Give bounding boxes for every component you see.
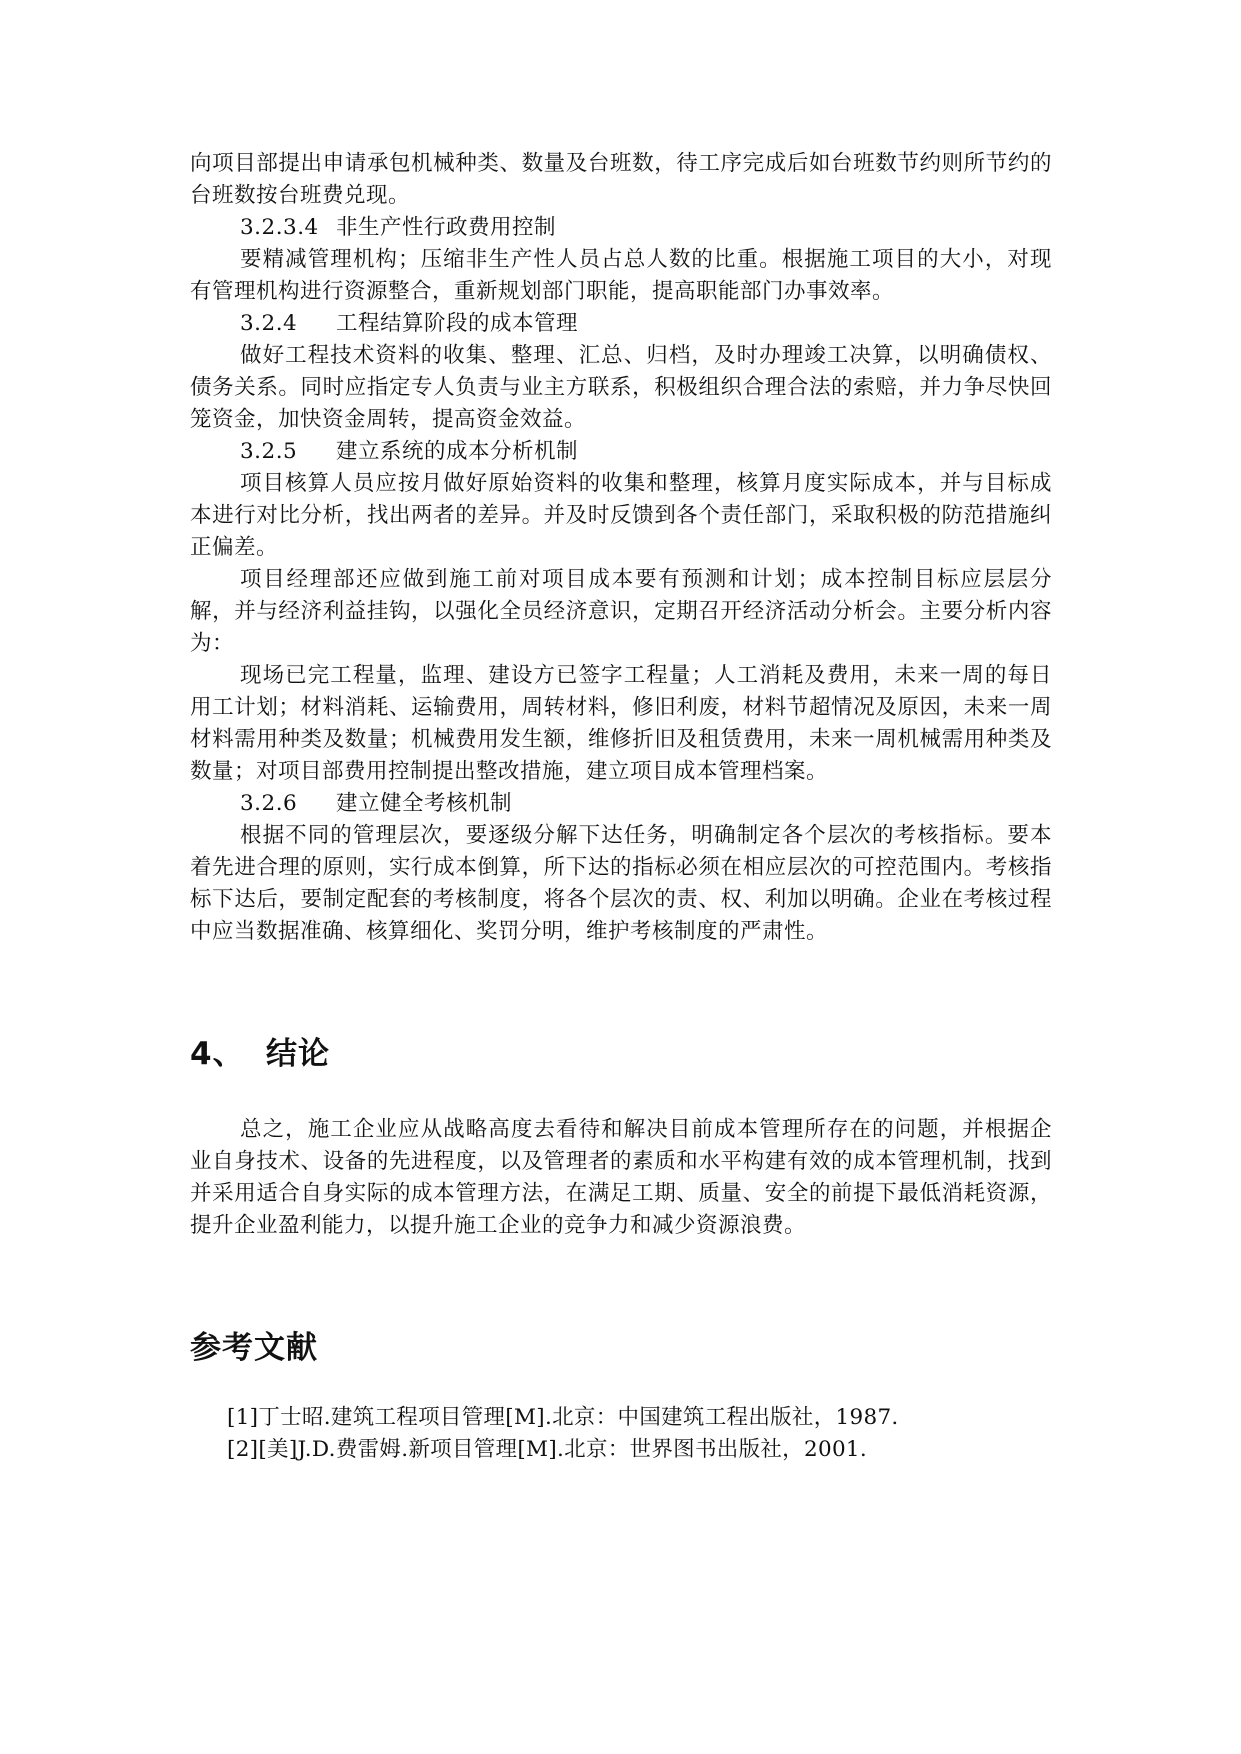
- section-heading-326: [190, 788, 1052, 820]
- references-heading: 参考文献: [190, 1330, 318, 1366]
- section-heading-325: [190, 436, 1052, 468]
- section-title: 建立系统的成本分析机制: [336, 439, 579, 464]
- reference-item-1: [1]丁士昭.建筑工程项目管理[M].北京：中国建筑工程出版社，1987.: [227, 1405, 899, 1430]
- section-number: 3.2.3.4: [240, 215, 319, 240]
- conclusion-heading: [190, 1034, 1052, 1074]
- paragraph-326: 根据不同的管理层次，要逐级分解下达任务，明确制定各个层次的考核指标。要本着先进合理的原则，实行成本倒算，所下达的指标必须在相应层次的可控范围内。考核指标下达后，要制定配套的考核制度，将各个层次的责、权、利加以明确。企业在考核过程中应当数据准确、核算细化、奖罚分明，维护考核制度的严肃性。: [190, 823, 1052, 944]
- paragraph-325c: 现场已完工程量，监理、建设方已签字工程量；人工消耗及费用，未来一周的每日用工计划；材料消耗、运输费用，周转材料，修旧利废，材料节超情况及原因，未来一周材料需用种类及数量；机械费用发生额，维修折旧及租赁费用，未来一周机械需用种类及数量；对项目部费用控制提出整改措施，建立项目成本管理档案。: [190, 663, 1052, 784]
- paragraph-intro: 向项目部提出申请承包机械种类、数量及台班数，待工序完成后如台班数节约则所节约的台班数按台班费兑现。: [190, 151, 1052, 208]
- paragraph-325a: 项目核算人员应按月做好原始资料的收集和整理，核算月度实际成本，并与目标成本进行对比分析，找出两者的差异。并及时反馈到各个责任部门，采取积极的防范措施纠正偏差。: [190, 471, 1052, 560]
- section-title: 非生产性行政费用控制: [336, 215, 557, 240]
- paragraph-3234: 要精减管理机构；压缩非生产性人员占总人数的比重。根据施工项目的大小，对现有管理机构进行资源整合，重新规划部门职能，提高职能部门办事效率。: [190, 247, 1052, 304]
- chapter-title: 结论: [266, 1036, 330, 1072]
- section-heading-324: [190, 308, 1052, 340]
- chapter-number: 4、: [190, 1036, 245, 1072]
- reference-item-2: [2][美]J.D.费雷姆.新项目管理[M].北京：世界图书出版社，2001.: [227, 1437, 868, 1462]
- paragraph-325b: 项目经理部还应做到施工前对项目成本要有预测和计划；成本控制目标应层层分解，并与经济利益挂钩，以强化全员经济意识，定期召开经济活动分析会。主要分析内容为：: [190, 567, 1052, 656]
- section-number: 3.2.6: [240, 791, 298, 816]
- document-page: [190, 148, 1052, 1466]
- conclusion-paragraph: 总之，施工企业应从战略高度去看待和解决目前成本管理所存在的问题，并根据企业自身技术、设备的先进程度，以及管理者的素质和水平构建有效的成本管理机制，找到并采用适合自身实际的成本管理方法，在满足工期、质量、安全的前提下最低消耗资源，提升企业盈利能力，以提升施工企业的竞争力和减少资源浪费。: [190, 1117, 1052, 1238]
- section-number: 3.2.5: [240, 439, 298, 464]
- section-title: 工程结算阶段的成本管理: [336, 311, 579, 336]
- section-title: 建立健全考核机制: [336, 791, 513, 816]
- section-number: 3.2.4: [240, 311, 298, 336]
- section-heading-3234: [190, 212, 1052, 244]
- paragraph-324: 做好工程技术资料的收集、整理、汇总、归档，及时办理竣工决算，以明确债权、债务关系。同时应指定专人负责与业主方联系，积极组织合理合法的索赔，并力争尽快回笼资金，加快资金周转，提高资金效益。: [190, 343, 1052, 432]
